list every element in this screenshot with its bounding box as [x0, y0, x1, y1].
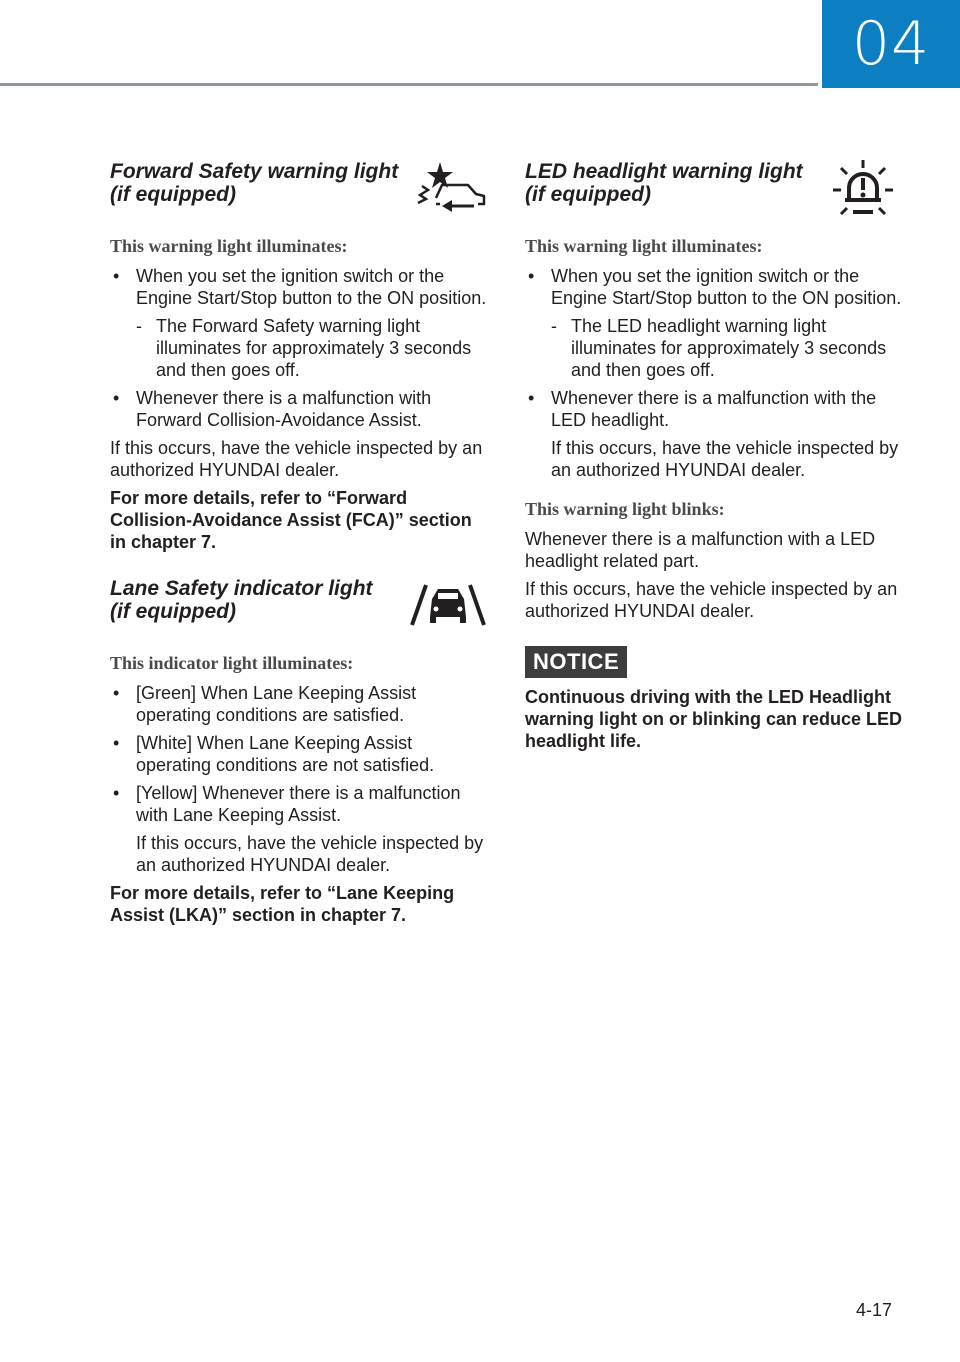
- indented-paragraph: If this occurs, have the vehicle inspected by an authorized HYUNDAI dealer.: [136, 833, 484, 875]
- section-header: [110, 575, 488, 639]
- condition-heading: This warning light illuminates:: [110, 236, 348, 256]
- paragraph: If this occurs, have the vehicle inspected by an authorized HYUNDAI dealer.: [525, 579, 898, 621]
- notice-box: [525, 628, 903, 752]
- condition-heading: This warning light illuminates:: [525, 236, 763, 256]
- reference-note: For more details, refer to “Lane Keeping Assist (LKA)” section in chapter 7.: [110, 883, 455, 925]
- section-title: Forward Safety warning light (if equipped): [110, 160, 399, 206]
- header-rule: [0, 83, 818, 86]
- forward-safety-section: [110, 158, 488, 553]
- lane-safety-section: [110, 575, 488, 926]
- notice-text: Continuous driving with the LED Headlight warning light on or blinking can reduce LED headlight life.: [525, 687, 903, 751]
- section-title: LED headlight warning light (if equipped): [525, 160, 803, 206]
- chapter-tab: [822, 0, 960, 88]
- bullet-item: • Whenever there is a malfunction with the LED headlight.: [525, 387, 903, 431]
- condition-heading: This indicator light illuminates:: [110, 653, 354, 673]
- sub-item: - The Forward Safety warning light illuminates for approximately 3 seconds and then goes off.: [110, 315, 488, 381]
- forward-safety-warning-icon: [412, 158, 488, 220]
- bullet-item: • When you set the ignition switch or the Engine Start/Stop button to the ON position.: [110, 265, 488, 309]
- led-headlight-section: [525, 158, 903, 622]
- bullet-item: • When you set the ignition switch or the Engine Start/Stop button to the ON position.: [525, 265, 903, 309]
- bullet-item: • [Green] When Lane Keeping Assist operating conditions are satisfied.: [110, 682, 488, 726]
- bullet-item: • Whenever there is a malfunction with Forward Collision-Avoidance Assist.: [110, 387, 488, 431]
- left-column: [110, 158, 488, 932]
- paragraph: Whenever there is a malfunction with a LED headlight related part.: [525, 529, 876, 571]
- section-header: [110, 158, 488, 222]
- indented-paragraph: If this occurs, have the vehicle inspected by an authorized HYUNDAI dealer.: [551, 438, 899, 480]
- section-header: [525, 158, 903, 222]
- bullet-item: • [White] When Lane Keeping Assist operating conditions are not satisfied.: [110, 732, 488, 776]
- paragraph: If this occurs, have the vehicle inspected by an authorized HYUNDAI dealer.: [110, 438, 483, 480]
- sub-item: - The LED headlight warning light illuminates for approximately 3 seconds and then goes off.: [525, 315, 903, 381]
- notice-label: NOTICE: [525, 646, 627, 678]
- condition-heading: This warning light blinks:: [525, 499, 725, 519]
- led-headlight-warning-icon: [831, 158, 895, 222]
- chapter-number: 04: [851, 9, 931, 79]
- right-column: [525, 158, 903, 758]
- page-number: 4-17: [855, 1300, 892, 1320]
- lane-safety-indicator-icon: [408, 577, 488, 633]
- reference-note: For more details, refer to “Forward Collision-Avoidance Assist (FCA)” section in chapter 7.: [110, 488, 472, 552]
- bullet-item: • [Yellow] Whenever there is a malfunction with Lane Keeping Assist.: [110, 782, 488, 826]
- section-title: Lane Safety indicator light (if equipped): [110, 577, 373, 623]
